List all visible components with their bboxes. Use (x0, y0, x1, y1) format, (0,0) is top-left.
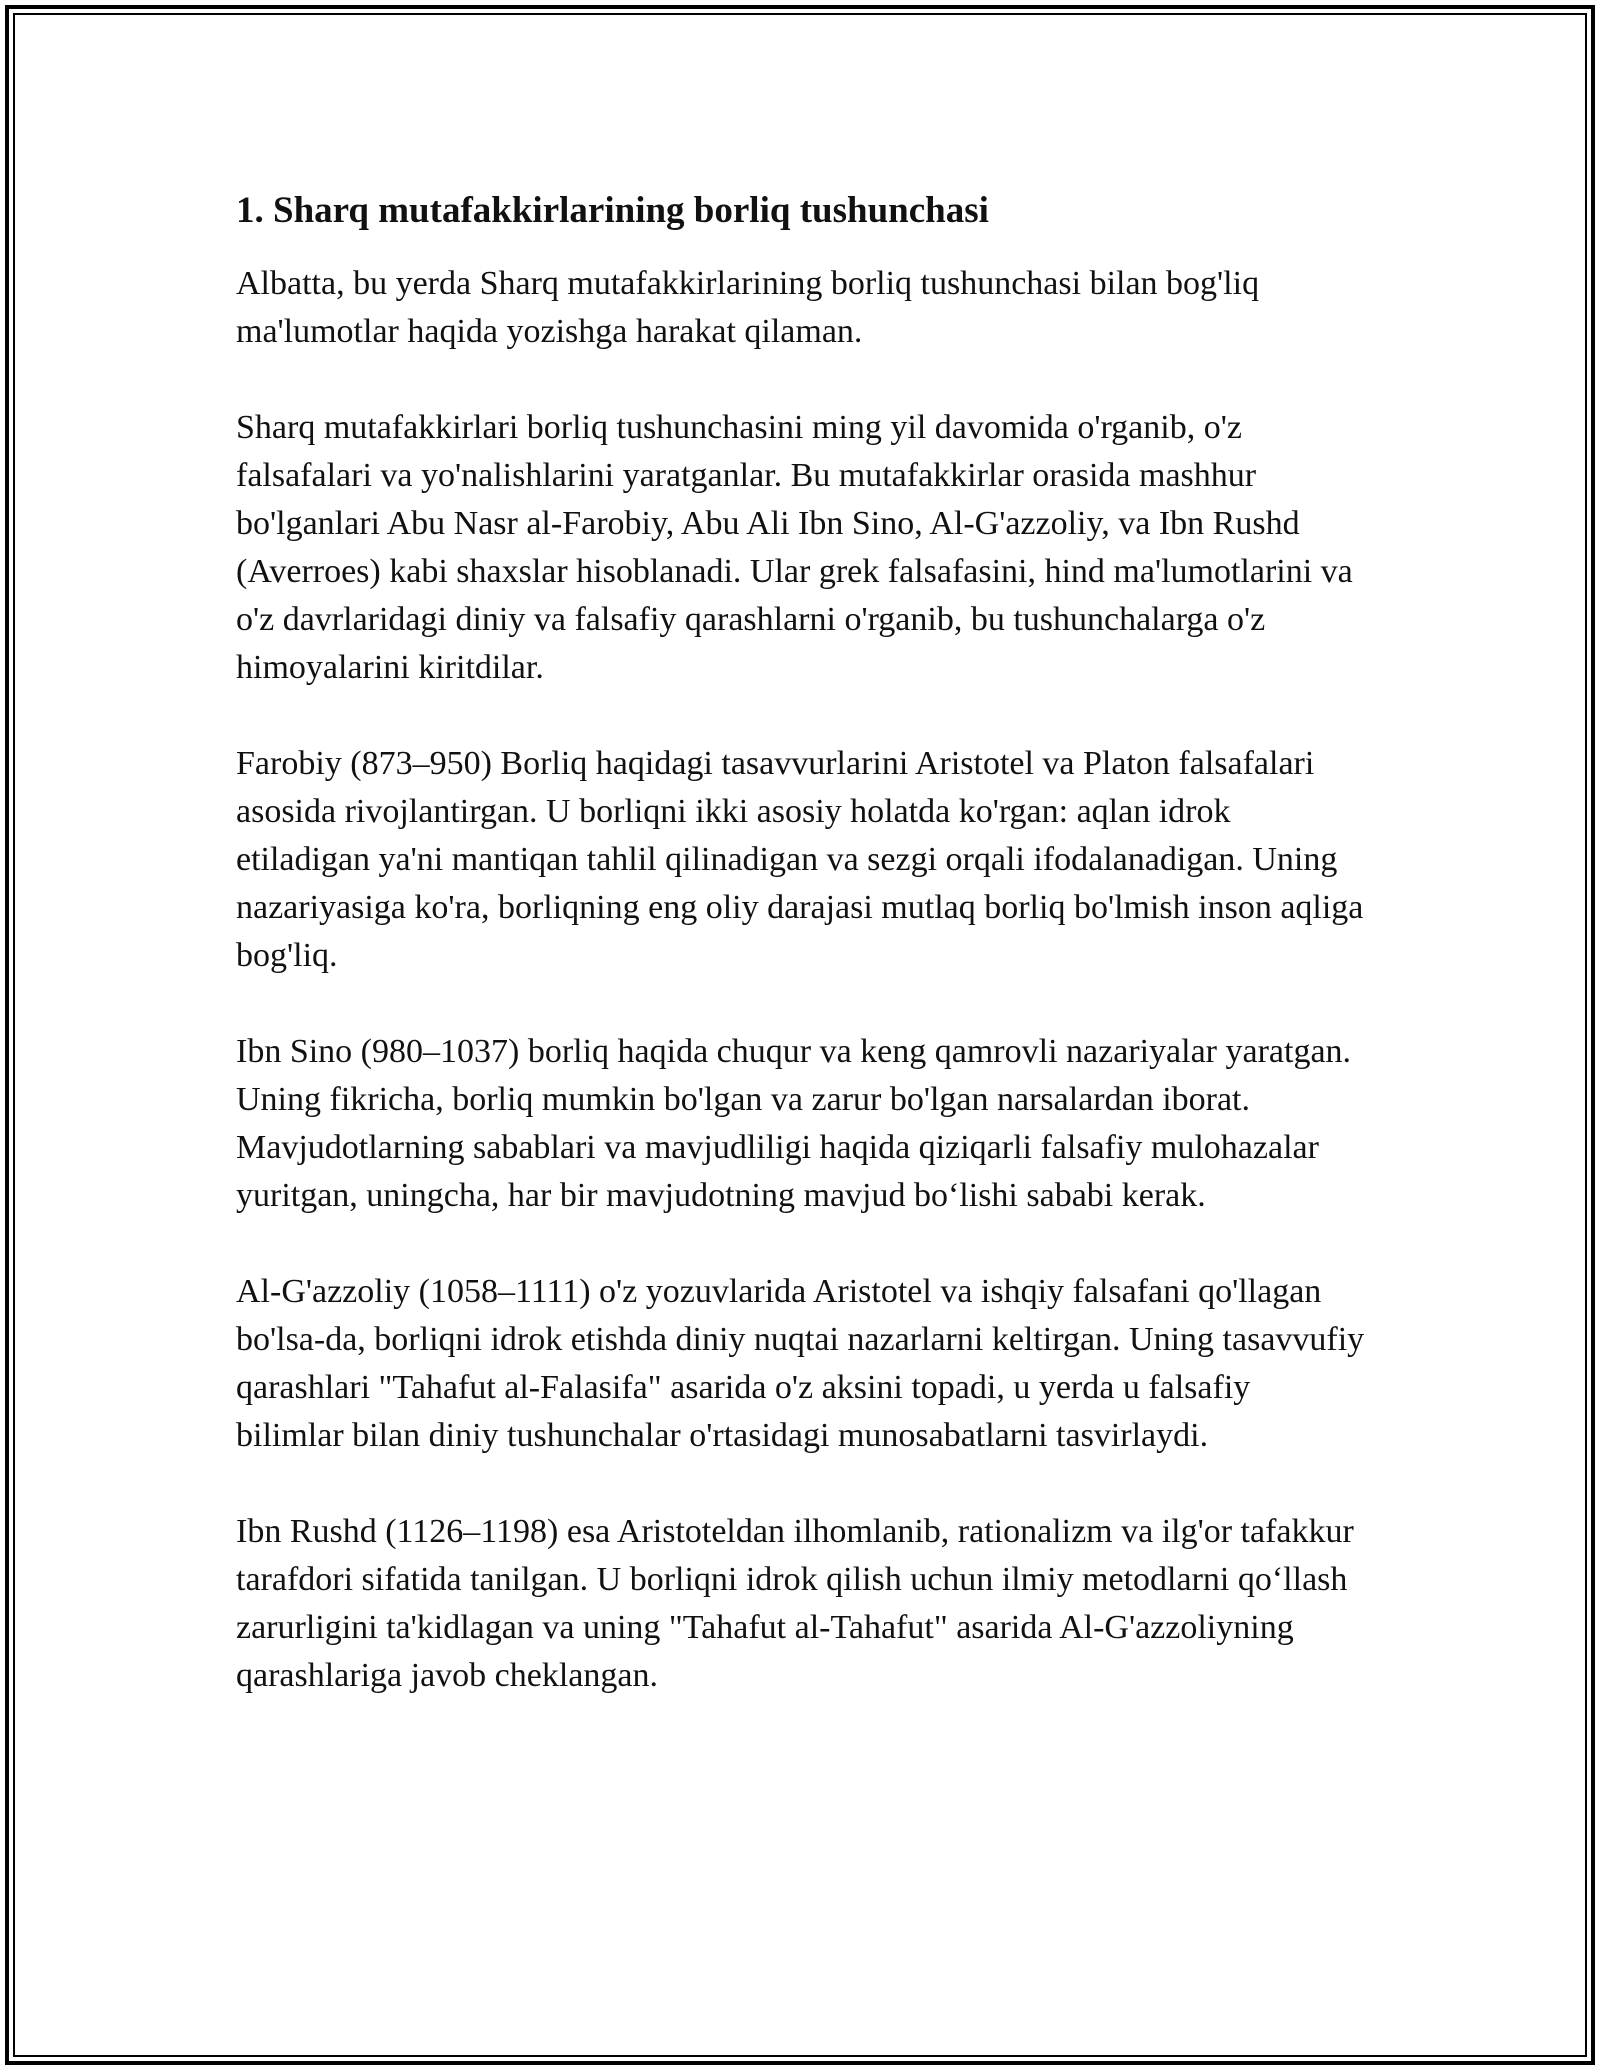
paragraph-overview: Sharq mutafakkirlari borliq tushunchasini ming yil davomida o'rganib, o'z falsafalari va yo'nalishlarini yaratganlar. Bu mutafakkirlar orasida mashhur bo'lganlari Abu Nasr al-Farobiy, Abu Ali Ibn Sino, Al-G'azzoliy, va Ibn Rushd (Averroes) kabi shaxslar hisoblanadi. Ular grek falsafasini, hind ma'lumotlarini va o'z davrlaridagi diniy va falsafiy qarashlarni o'rganib, bu tushunchalarga o'z himoyalarini kiritdilar. (236, 409, 1353, 686)
paragraph-al-gazzoliy: Al-G'azzoliy (1058–1111) o'z yozuvlarida Aristotel va ishqiy falsafani qo'llagan bo'lsa-da, borliqni idrok etishda diniy nuqtai nazarlarni keltirgan. Uning tasavvufiy qarashlari "Tahafut al-Falasifa" asarida o'z aksini topadi, u yerda u falsafiy bilimlar bilan diniy tushunchalar o'rtasidagi munosabatlarni tasvirlaydi. (236, 1273, 1365, 1454)
paragraph-farobiy: Farobiy (873–950) Borliq haqidagi tasavvurlarini Aristotel va Platon falsafalari asosida rivojlantirgan. U borliqni ikki asosiy holatda ko'rgan: aqlan idrok etiladigan ya'ni mantiqan tahlil qilinadigan va sezgi orqali ifodalanadigan. Uning nazariyasiga ko'ra, borliqning eng oliy darajasi mutlaq borliq bo'lmish inson aqliga bog'liq. (236, 745, 1364, 974)
paragraph-ibn-rushd: Ibn Rushd (1126–1198) esa Aristoteldan ilhomlanib, rationalizm va ilg'or tafakkur tarafdori sifatida tanilgan. U borliqni idrok qilish uchun ilmiy metodlarni qo‘llash zarurligini ta'kidlagan va uning "Tahafut al-Tahafut" asarida Al-G'azzoliyning qarashlariga javob cheklangan. (236, 1513, 1354, 1694)
paragraph-intro: Albatta, bu yerda Sharq mutafakkirlarining borliq tushunchasi bilan bog'liq ma'lumotlar haqida yozishga harakat qilaman. (236, 265, 1260, 350)
document-body (236, 186, 1366, 1748)
section-heading: 1. Sharq mutafakkirlarining borliq tushunchasi (236, 190, 989, 231)
paragraph-ibn-sino: Ibn Sino (980–1037) borliq haqida chuqur va keng qamrovli nazariyalar yaratgan. Uning fikricha, borliq mumkin bo'lgan va zarur bo'lgan narsalardan iborat. Mavjudotlarning sabablari va mavjudliligi haqida qiziqarli falsafiy mulohazalar yuritgan, uningcha, har bir mavjudotning mavjud bo‘lishi sababi kerak. (236, 1033, 1352, 1214)
